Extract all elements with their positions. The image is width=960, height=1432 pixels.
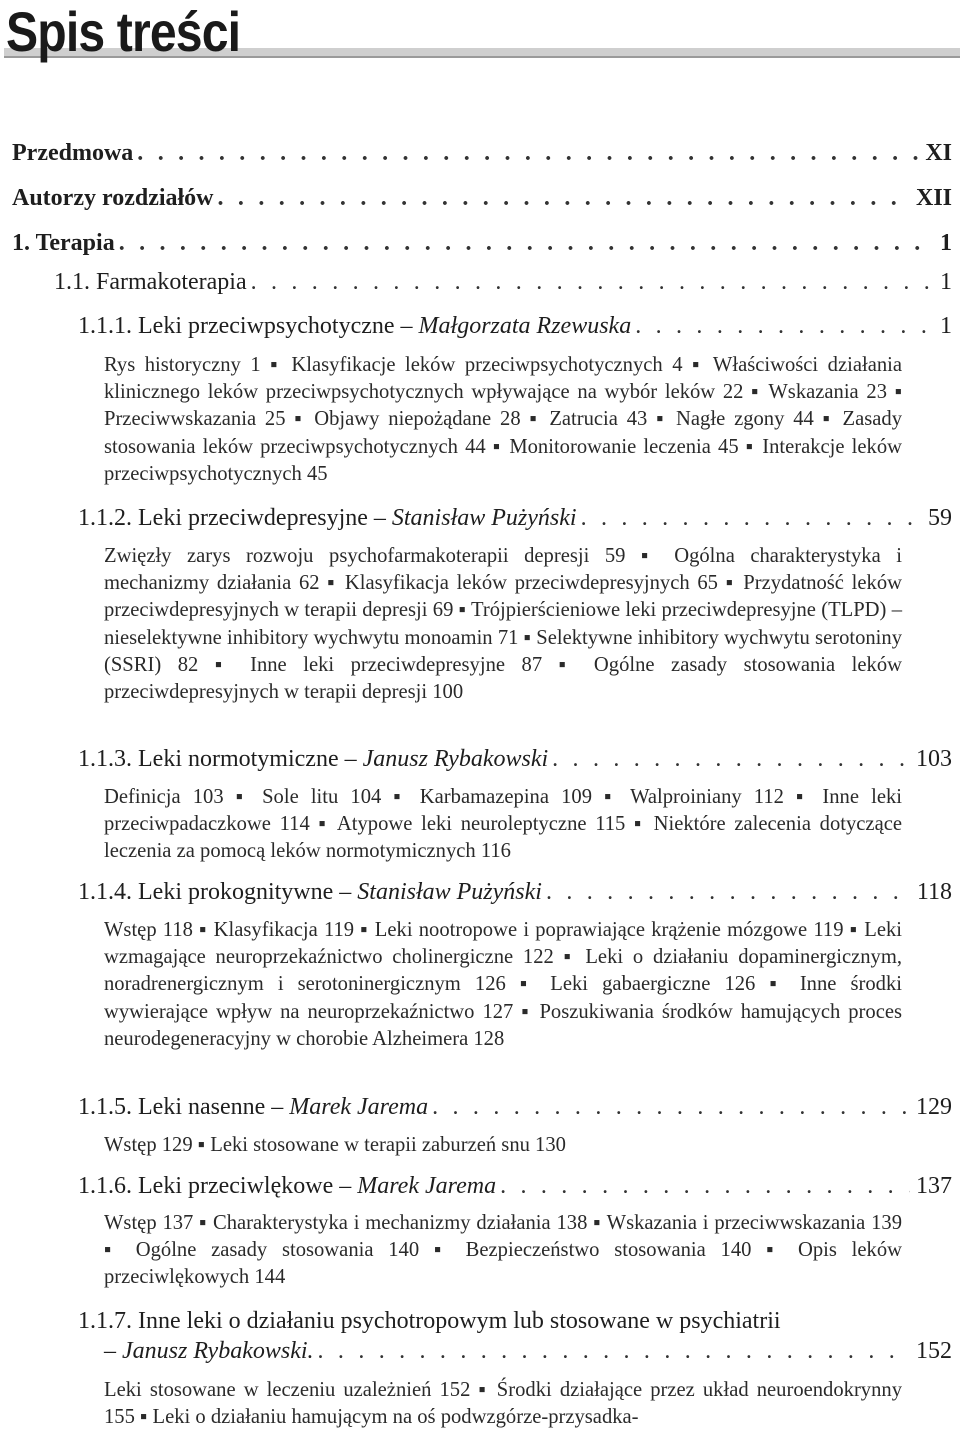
toc-entry-przedmowa[interactable] xyxy=(12,140,952,167)
toc-entry-label: Autorzy rozdziałów xyxy=(12,185,214,211)
dot-leader xyxy=(552,746,910,773)
toc-entry-page: 129 xyxy=(916,1094,952,1120)
toc-entry-1-1-2[interactable] xyxy=(78,505,952,532)
dot-leader xyxy=(500,1173,910,1200)
toc-entry-page: XI xyxy=(925,140,952,166)
toc-entry-author: Janusz Rybakowski. xyxy=(122,1338,314,1364)
toc-entry-description: Rys historyczny 1 ▪ Klasyfikacje leków przeciwpsychotycznych 4 ▪ Właściwości działania klinicznego leków przeciwpsychotycznych wpływające na wybór leków 22 ▪ Wskazania 23 ▪ Przeciwwskazania 25 ▪ Objawy niepożądane 28 ▪ Zatrucia 43 ▪ Nagłe zgony 44 ▪ Zasady stosowania leków przeciwpsychotycznych 44 ▪ Monitorowanie leczenia 45 ▪ Interakcje leków przeciwpsychotycznych 45 xyxy=(104,354,902,485)
toc-entry-author: Stanisław Pużyński xyxy=(391,505,577,531)
toc-entry-autorzy[interactable] xyxy=(12,185,952,212)
toc-entry-label: 1. Terapia xyxy=(12,230,115,256)
toc-entry-description: Wstęp 118 ▪ Klasyfikacja 119 ▪ Leki nootropowe i poprawiające krążenie mózgowe 119 ▪ Leki wzmagające neuroprzekaźnictwo cholinergiczne 122 ▪ Leki o działaniu dopaminergicznym, noradrenergicznym i serotoninergicznym 126 ▪ Leki gabaergiczne 126 ▪ Inne środki wywierające wpływ na neuroprzekaźnictwo 127 ▪ Poszukiwania środków hamujących proces neurodegeneracyjny w chorobie Alzheimera 128 xyxy=(104,919,902,1050)
toc-entry-description: Wstęp 129 ▪ Leki stosowane w terapii zaburzeń snu 130 xyxy=(104,1134,566,1156)
page-header xyxy=(0,0,960,70)
toc-entry-label: 1.1.2. Leki przeciwdepresyjne – Stanisław Pużyński xyxy=(78,505,577,531)
toc-entry-description: Leki stosowane w leczeniu uzależnień 152 ▪ Środki działające przez układ neuroendokrynny 155 ▪ Leki o działaniu hamującym na oś podwzgórze-przysadka- xyxy=(104,1379,902,1429)
toc-entry-label: 1.1.5. Leki nasenne – Marek Jarema xyxy=(78,1094,429,1120)
toc-entry-label: 1.1. Farmakoterapia xyxy=(54,269,247,295)
dot-leader xyxy=(546,879,911,906)
toc-entry-label: Przedmowa xyxy=(12,140,134,166)
toc-entry-label: 1.1.6. Leki przeciwlękowe – Marek Jarema xyxy=(78,1173,497,1199)
toc-entry-author: Marek Jarema xyxy=(357,1173,497,1199)
toc-entry-label: 1.1.1. Leki przeciwpsychotyczne – Małgorzata Rzewuska xyxy=(78,313,632,339)
toc-entry-label: – Janusz Rybakowski. xyxy=(104,1338,314,1364)
toc-entry-label: 1.1.3. Leki normotymiczne – Janusz Rybakowski xyxy=(78,746,549,772)
toc-entry-1-1-7[interactable] xyxy=(104,1338,952,1365)
toc-entry-description: Wstęp 137 ▪ Charakterystyka i mechanizmy działania 138 ▪ Wskazania i przeciwwskazania 139 ▪ Ogólne zasady stosowania 140 ▪ Bezpieczeństwo stosowania 140 ▪ Opis leków przeciwlękowych 144 xyxy=(104,1212,902,1289)
toc-entry-author: Stanisław Pużyński xyxy=(357,879,542,905)
toc-entry-1-1-5[interactable] xyxy=(78,1094,952,1121)
dot-leader xyxy=(318,1338,910,1365)
toc-entry-1-1-4[interactable] xyxy=(78,879,952,906)
toc-entry-page: 1 xyxy=(940,269,952,295)
toc-entry-description: Zwięzły zarys rozwoju psychofarmakoterapii depresji 59 ▪ Ogólna charakterystyka i mechanizmy działania 62 ▪ Klasyfikacja leków przeciwdepresyjnych 65 ▪ Przydatność leków przeciwdepresyjnych w terapii depresji 69 ▪ Trójpierścieniowe leki przeciwdepresyjne (TLPD) – nieselektywne inhibitory wychwytu monoamin 71 ▪ Selektywne inhibitory wychwytu serotoniny (SSRI) 82 ▪ Inne leki przeciwdepresyjne 87 ▪ Ogólne zasady stosowania leków przeciwdepresyjnych w terapii depresji 100 xyxy=(104,545,902,704)
toc-entry-page: 1 xyxy=(940,230,952,256)
dot-leader xyxy=(635,313,934,340)
toc-entry-page: 137 xyxy=(916,1173,952,1199)
toc-entry-label: 1.1.4. Leki prokognitywne – Stanisław Pużyński xyxy=(78,879,542,905)
toc-entry-author: Małgorzata Rzewuska xyxy=(418,313,632,339)
toc-entry-1-1-7-title[interactable]: 1.1.7. Inne leki o działaniu psychotropowym lub stosowane w psychiatrii xyxy=(78,1308,781,1334)
toc-entry-1-1-3[interactable] xyxy=(78,746,952,773)
toc-entry-terapia[interactable] xyxy=(12,230,952,257)
toc-entry-farmakoterapia[interactable] xyxy=(54,269,952,296)
dot-leader xyxy=(432,1094,910,1121)
toc-entry-page: XII xyxy=(915,185,952,211)
dot-leader xyxy=(218,185,910,212)
toc-entry-1-1-6[interactable] xyxy=(78,1173,952,1200)
toc-entry-page: 1 xyxy=(940,313,952,339)
toc-entry-description: Definicja 103 ▪ Sole litu 104 ▪ Karbamazepina 109 ▪ Walproiniany 112 ▪ Inne leki przeciwpadaczkowe 114 ▪ Atypowe leki neuroleptyczne 115 ▪ Niektóre zalecenia dotyczące leczenia za pomocą leków normotymicznych 116 xyxy=(104,786,902,863)
dot-leader xyxy=(119,230,934,257)
dot-leader xyxy=(137,140,919,167)
toc-entry-author: Marek Jarema xyxy=(289,1094,429,1120)
dot-leader xyxy=(251,269,934,296)
toc-entry-page: 103 xyxy=(916,746,952,772)
toc-entry-page: 118 xyxy=(916,879,952,905)
toc-entry-1-1-1[interactable] xyxy=(78,313,952,340)
page-title: Spis treści xyxy=(6,0,241,63)
toc-entry-author: Janusz Rybakowski xyxy=(362,746,549,772)
toc-entry-page: 152 xyxy=(916,1338,952,1364)
toc-entry-page: 59 xyxy=(928,505,952,531)
dot-leader xyxy=(581,505,922,532)
